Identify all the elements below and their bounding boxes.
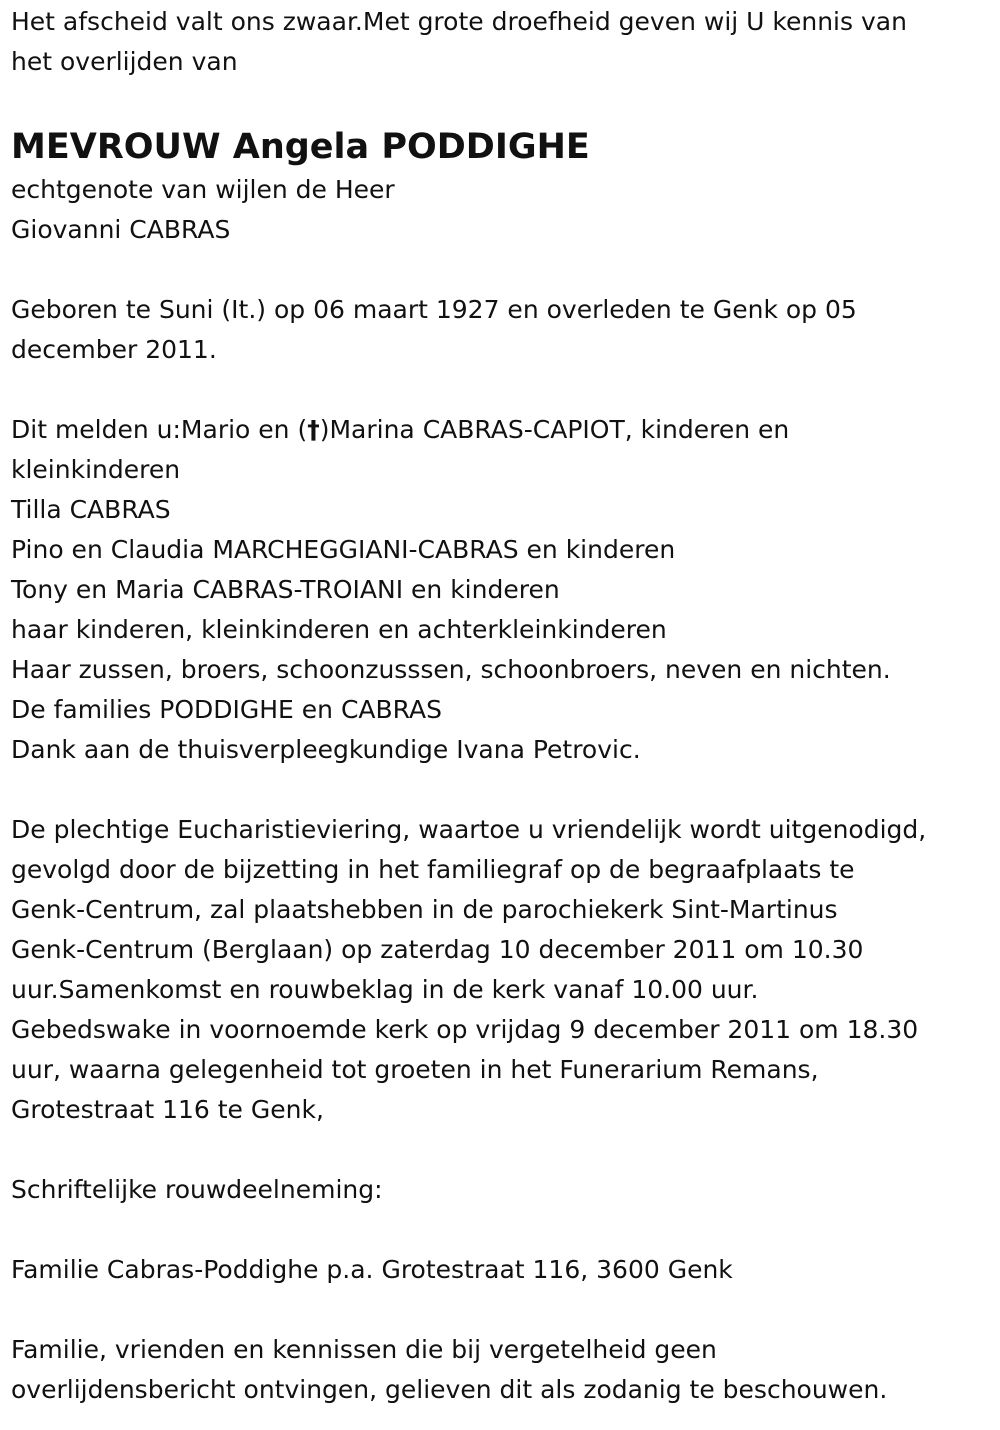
ceremony-section (11, 810, 991, 1130)
ceremony-line: De plechtige Eucharistieviering, waartoe u vriendelijk wordt uitgenodigd, (11, 815, 927, 844)
spouse-line: Giovanni CABRAS (11, 215, 231, 244)
family-first-line (11, 410, 991, 450)
family-line: Tilla CABRAS (11, 495, 171, 524)
intro-line: het overlijden van (11, 47, 238, 76)
birth-death-line: december 2011. (11, 335, 217, 364)
condolence-section (11, 1170, 991, 1290)
ceremony-line: Genk-Centrum (Berglaan) op zaterdag 10 december 2011 om 10.30 (11, 935, 864, 964)
birth-death-line: Geboren te Suni (It.) op 06 maart 1927 en overleden te Genk op 05 (11, 295, 857, 324)
family-first-prefix: Dit melden u:Mario en ( (11, 415, 308, 444)
closing-section (11, 1330, 991, 1410)
family-line: Haar zussen, broers, schoonzusssen, schoonbroers, neven en nichten. (11, 655, 891, 684)
family-first-suffix: )Marina CABRAS-CAPIOT, kinderen en (319, 415, 790, 444)
ceremony-line: Genk-Centrum, zal plaatshebben in de parochiekerk Sint-Martinus (11, 895, 838, 924)
spacer (11, 370, 991, 410)
closing-line: Familie, vrienden en kennissen die bij vergetelheid geen (11, 1335, 717, 1364)
spacer (11, 1130, 991, 1170)
family-line: Dank aan de thuisverpleegkundige Ivana Petrovic. (11, 735, 641, 764)
spouse-line: echtgenote van wijlen de Heer (11, 175, 395, 204)
deceased-name: MEVROUW Angela PODDIGHE (11, 127, 590, 167)
spacer (11, 1290, 991, 1330)
closing-line: overlijdensbericht ontvingen, gelieven dit als zodanig te beschouwen. (11, 1375, 888, 1404)
ceremony-line: gevolgd door de bijzetting in het familiegraf op de begraafplaats te (11, 855, 855, 884)
family-line: Pino en Claudia MARCHEGGIANI-CABRAS en kinderen (11, 535, 676, 564)
deceased-section (11, 126, 991, 250)
obituary-notice (11, 2, 991, 1410)
spacer (11, 770, 991, 810)
family-section (11, 410, 991, 770)
cross-icon: † (307, 415, 320, 444)
ceremony-line: uur.Samenkomst en rouwbeklag in de kerk vanaf 10.00 uur. (11, 975, 759, 1004)
spacer (11, 1210, 991, 1250)
family-line: haar kinderen, kleinkinderen en achterkleinkinderen (11, 615, 667, 644)
family-line: De families PODDIGHE en CABRAS (11, 695, 442, 724)
family-line: kleinkinderen (11, 455, 181, 484)
intro-line: Het afscheid valt ons zwaar.Met grote droefheid geven wij U kennis van (11, 7, 907, 36)
ceremony-line: uur, waarna gelegenheid tot groeten in het Funerarium Remans, (11, 1055, 819, 1084)
condolence-address: Familie Cabras-Poddighe p.a. Grotestraat 116, 3600 Genk (11, 1255, 733, 1284)
intro-section (11, 2, 991, 82)
spacer (11, 250, 991, 290)
family-line: Tony en Maria CABRAS-TROIANI en kinderen (11, 575, 560, 604)
ceremony-line: Grotestraat 116 te Genk, (11, 1095, 324, 1124)
ceremony-line: Gebedswake in voornoemde kerk op vrijdag 9 december 2011 om 18.30 (11, 1015, 919, 1044)
spacer (11, 82, 991, 122)
condolence-heading: Schriftelijke rouwdeelneming: (11, 1175, 383, 1204)
birth-death-section (11, 290, 991, 370)
